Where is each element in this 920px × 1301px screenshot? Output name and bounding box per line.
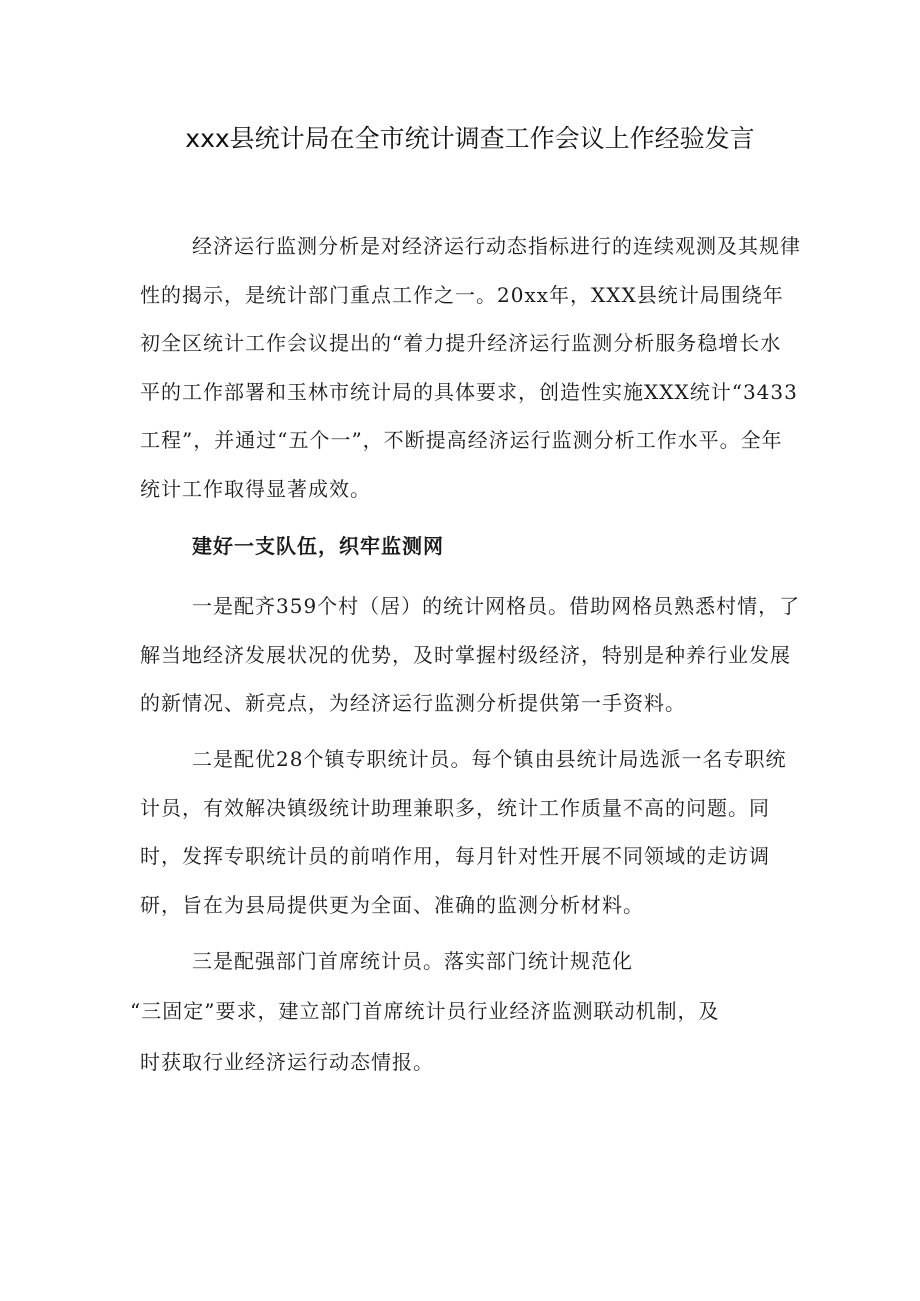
- section-heading: 建好一支队伍，织牢监测网: [192, 534, 444, 558]
- document-title: xxx县统计局在全市统计调查工作会议上作经验发言: [185, 124, 755, 153]
- item-3-line-1: 三是配强部门首席统计员。落实部门统计规范化: [192, 949, 633, 973]
- intro-paragraph: 经济运行监测分析是对经济运行动态指标进行的连续观测及其规律性的揭示，是统计部门重点工作之一。20xx年，XXX县统计局围绕年初全区统计工作会议提出的“着力提升经济运行监测分析服务稳增长水平的工作部署和玉林市统计局的具体要求，创造性实施XXX统计“3433工程”，并通过“五个一”，不断提高经济运行监测分析工作水平。全年统计工作取得显著成效。: [140, 234, 801, 501]
- item-3-line-3: 时获取行业经济运行动态情报。: [140, 1050, 434, 1074]
- item-2-paragraph: 二是配优28个镇专职统计员。每个镇由县统计局选派一名专职统计员，有效解决镇级统计助理兼职多，统计工作质量不高的问题。同时，发挥专职统计员的前哨作用，每月针对性开展不同领域的走访调研，旨在为县局提供更为全面、准确的监测分析材料。: [140, 747, 787, 917]
- item-3-line-2: “三固定”要求，建立部门首席统计员行业经济监测联动机制，及: [130, 999, 720, 1023]
- item-1-paragraph: 一是配齐359个村（居）的统计网格员。借助网格员熟悉村情，了解当地经济发展状况的优势，及时掌握村级经济，特别是种养行业发展的新情况、新亮点，为经济运行监测分析提供第一手资料。: [140, 594, 801, 715]
